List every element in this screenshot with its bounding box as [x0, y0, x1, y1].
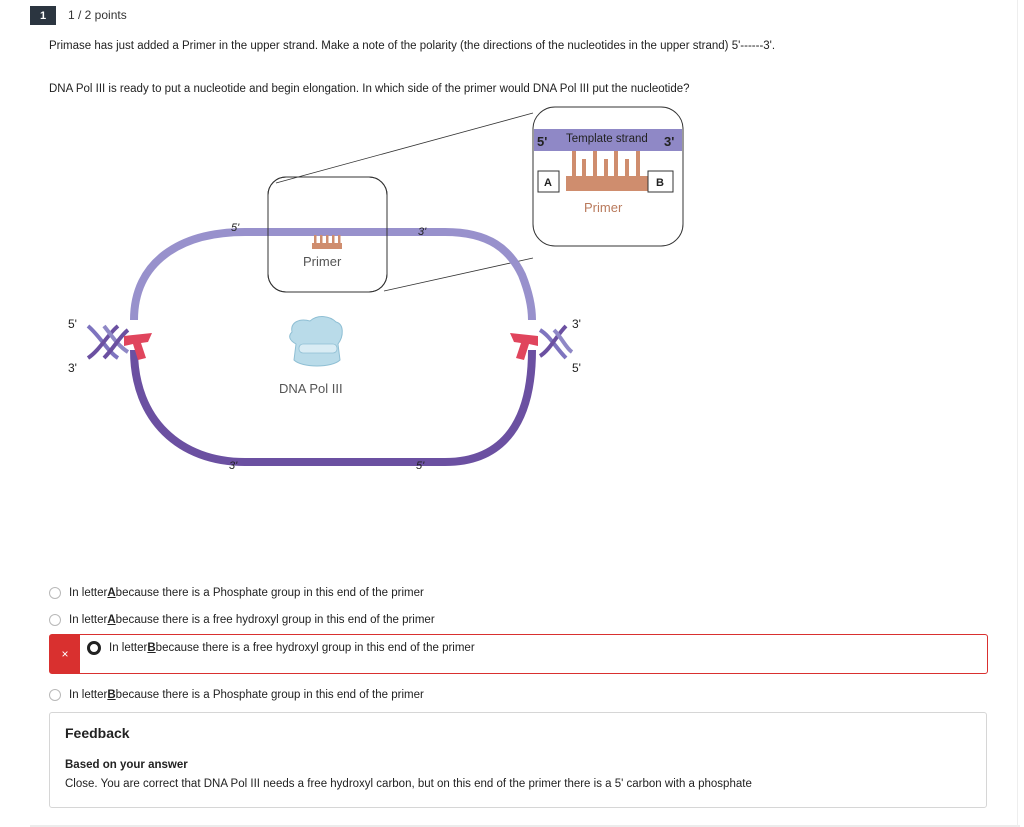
left-5-label: 5' — [68, 317, 77, 331]
radio-button[interactable] — [49, 614, 61, 626]
right-helix — [540, 326, 572, 358]
zoom-line-top — [276, 113, 533, 183]
left-helix — [88, 326, 128, 358]
inset-label-3: 3' — [664, 134, 675, 149]
feedback-panel — [49, 712, 987, 808]
letter-a: A — [544, 177, 552, 189]
question-prompt-1: Primase has just added a Primer in the upper strand. Make a note of the polarity (the directions of the nucleotides in the upper strand) 5'------3'. — [49, 40, 776, 52]
bottom-left-3-label: 3' — [229, 460, 238, 472]
inset-label-5: 5' — [537, 134, 548, 149]
bottom-right-5-label: 5' — [416, 460, 425, 472]
option-b-hydroxyl[interactable]: In letter B because there is a free hydroxyl group in this end of the primer — [87, 638, 475, 658]
top-right-3-label: 3' — [418, 226, 427, 238]
dna-pol-iii-icon — [290, 317, 343, 366]
bubble-primer-label: Primer — [303, 254, 342, 269]
zoom-box — [268, 177, 387, 292]
feedback-text: Close. You are correct that DNA Pol III needs a free hydroxyl carbon, but on this end of the primer there is a 5' carbon with a phosphate — [65, 778, 752, 790]
letter-b: B — [656, 177, 664, 189]
inset-template-label: Template strand — [566, 133, 648, 145]
radio-button[interactable] — [49, 689, 61, 701]
points-score: 1 / 2 points — [68, 8, 127, 22]
right-3-label: 3' — [572, 317, 581, 331]
question-prompt-2: DNA Pol III is ready to put a nucleotide and begin elongation. In which side of the primer would DNA Pol III put the nucleotide? — [49, 83, 690, 95]
incorrect-mark-icon: × — [50, 635, 80, 673]
bottom-strand — [134, 350, 532, 462]
right-divider — [1017, 0, 1018, 827]
radio-button[interactable] — [49, 587, 61, 599]
inset-primer-label: Primer — [584, 200, 623, 215]
feedback-subtitle: Based on your answer — [65, 759, 188, 771]
option-a-phosphate[interactable]: In letter A because there is a Phosphate group in this end of the primer — [49, 583, 424, 603]
option-a-hydroxyl[interactable]: In letter A because there is a free hydroxyl group in this end of the primer — [49, 610, 435, 630]
top-left-5-label: 5' — [231, 222, 240, 234]
left-3-label: 3' — [68, 361, 77, 375]
radio-button-selected[interactable] — [87, 641, 101, 655]
pol-label: DNA Pol III — [279, 381, 343, 396]
feedback-title: Feedback — [65, 725, 130, 741]
option-b-phosphate[interactable]: In letter B because there is a Phosphate group in this end of the primer — [49, 685, 424, 705]
left-helicase — [124, 333, 152, 360]
right-5-label: 5' — [572, 361, 581, 375]
question-number: 1 — [30, 6, 56, 25]
